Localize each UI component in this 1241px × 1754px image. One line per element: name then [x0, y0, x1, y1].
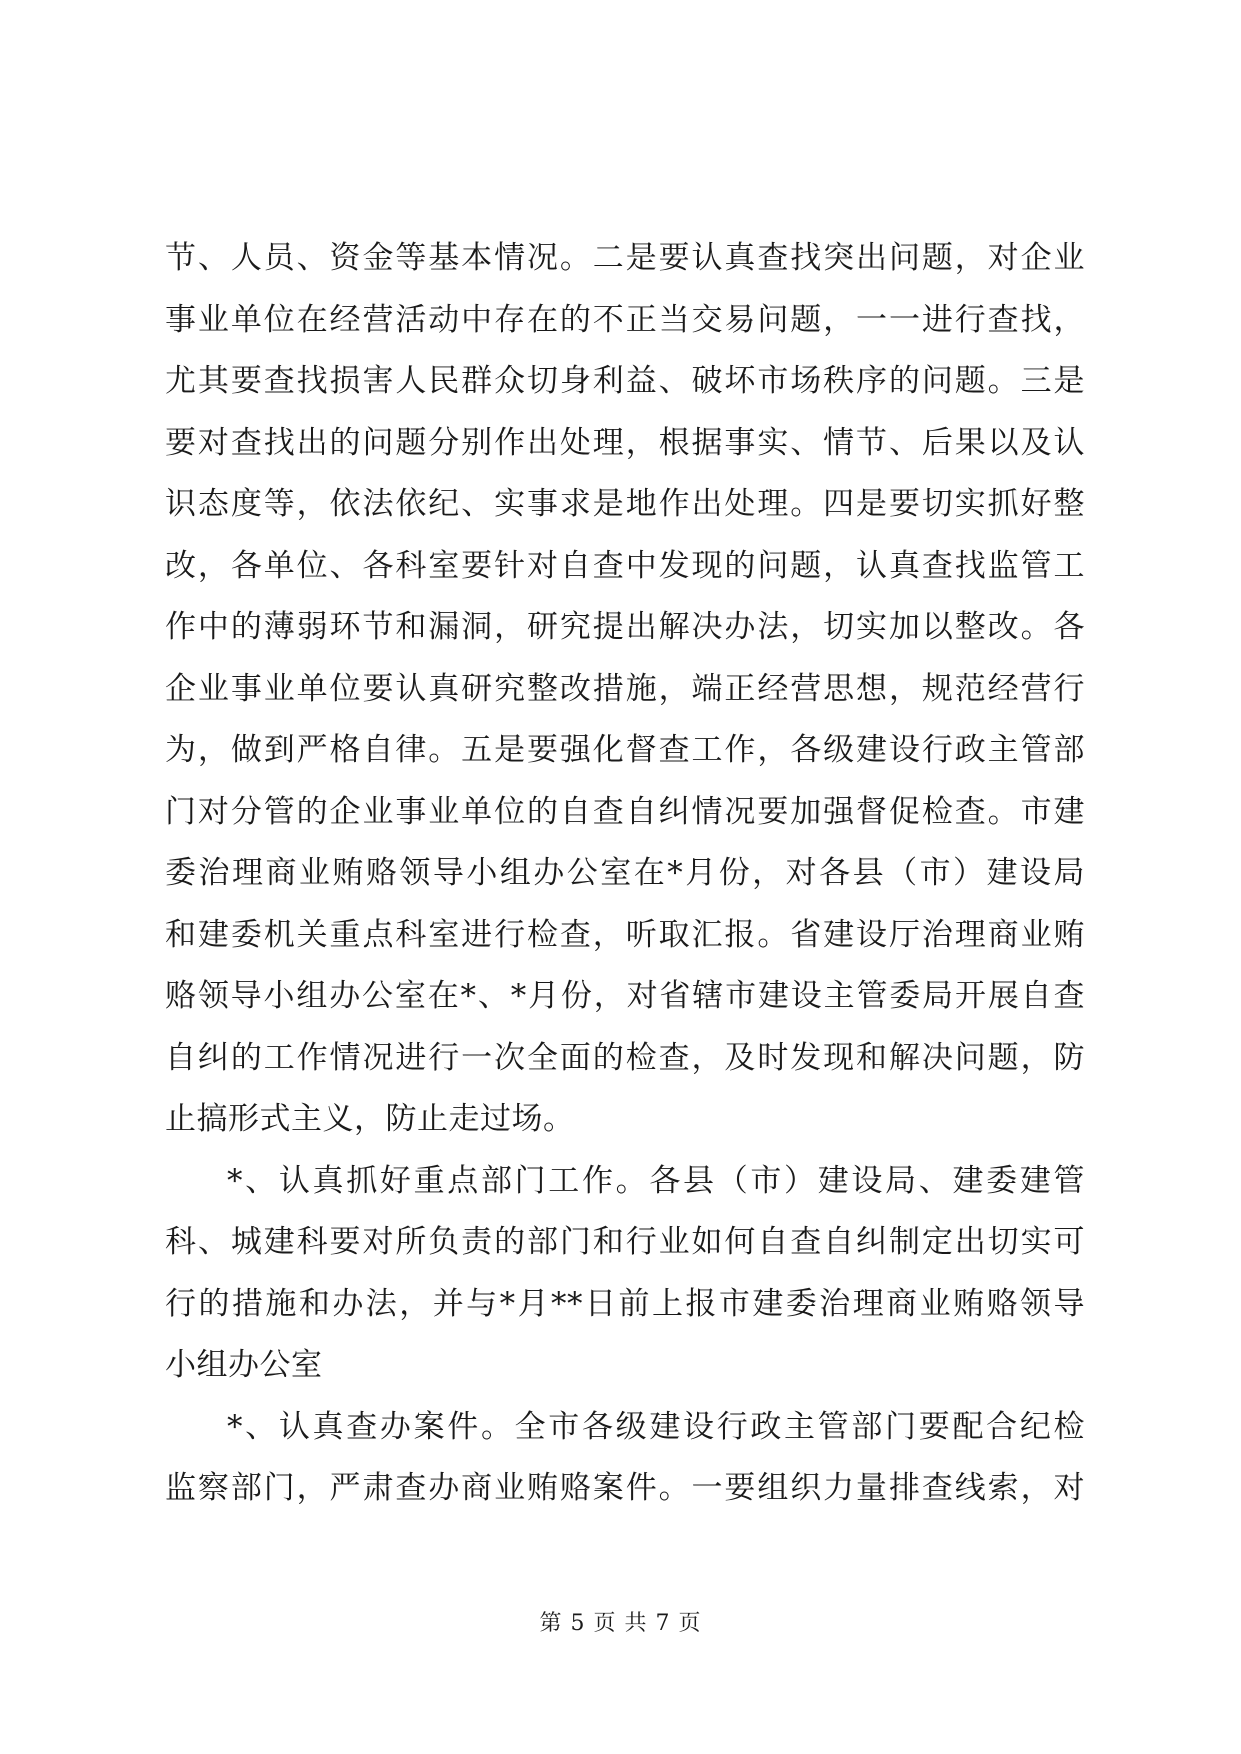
text-line: 为，做到严格自律。五是要强化督查工作，各级建设行政主管部 — [165, 732, 1085, 768]
text-line: 企业事业单位要认真研究整改措施，端正经营思想，规范经营行 — [165, 670, 1085, 707]
text-line: *、认真查办案件。全市各级建设行政主管部门要配合纪检 — [227, 1408, 1085, 1445]
text-line: 自纠的工作情况进行一次全面的检查，及时发现和解决问题，防 — [165, 1039, 1085, 1076]
text-line: 行的措施和办法，并与*月**日前上报市建委治理商业贿赂领导 — [165, 1285, 1085, 1322]
text-line: 委治理商业贿赂领导小组办公室在*月份，对各县（市）建设局 — [165, 855, 1085, 891]
text-line: 止搞形式主义，防止走过场。 — [165, 1101, 575, 1137]
text-line: 改，各单位、各科室要针对自查中发现的问题，认真查找监管工 — [165, 547, 1085, 584]
text-line: 科、城建科要对所负责的部门和行业如何自查自纠制定出切实可 — [165, 1224, 1085, 1260]
text-line: 尤其要查找损害人民群众切身利益、破坏市场秩序的问题。三是 — [165, 363, 1085, 399]
text-line: 小组办公室 — [165, 1347, 323, 1383]
text-line: 事业单位在经营活动中存在的不正当交易问题，一一进行查找， — [165, 301, 1085, 338]
text-line: 作中的薄弱环节和漏洞，研究提出解决办法，切实加以整改。各 — [165, 609, 1085, 645]
page-number-footer: 第 5 页 共 7 页 — [539, 1611, 702, 1636]
text-line: 要对查找出的问题分别作出处理，根据事实、情节、后果以及认 — [165, 424, 1085, 461]
text-line: 监察部门，严肃查办商业贿赂案件。一要组织力量排查线索，对 — [165, 1470, 1085, 1506]
text-line: 识态度等，依法依纪、实事求是地作出处理。四是要切实抓好整 — [165, 486, 1085, 522]
body-text — [165, 228, 1085, 1520]
text-line: *、认真抓好重点部门工作。各县（市）建设局、建委建管 — [227, 1162, 1085, 1199]
text-line: 门对分管的企业事业单位的自查自纠情况要加强督促检查。市建 — [165, 793, 1085, 830]
text-line: 和建委机关重点科室进行检查，听取汇报。省建设厅治理商业贿 — [165, 916, 1085, 953]
text-line: 节、人员、资金等基本情况。二是要认真查找突出问题，对企业 — [165, 240, 1085, 276]
text-line: 赂领导小组办公室在*、*月份，对省辖市建设主管委局开展自查 — [165, 978, 1085, 1014]
